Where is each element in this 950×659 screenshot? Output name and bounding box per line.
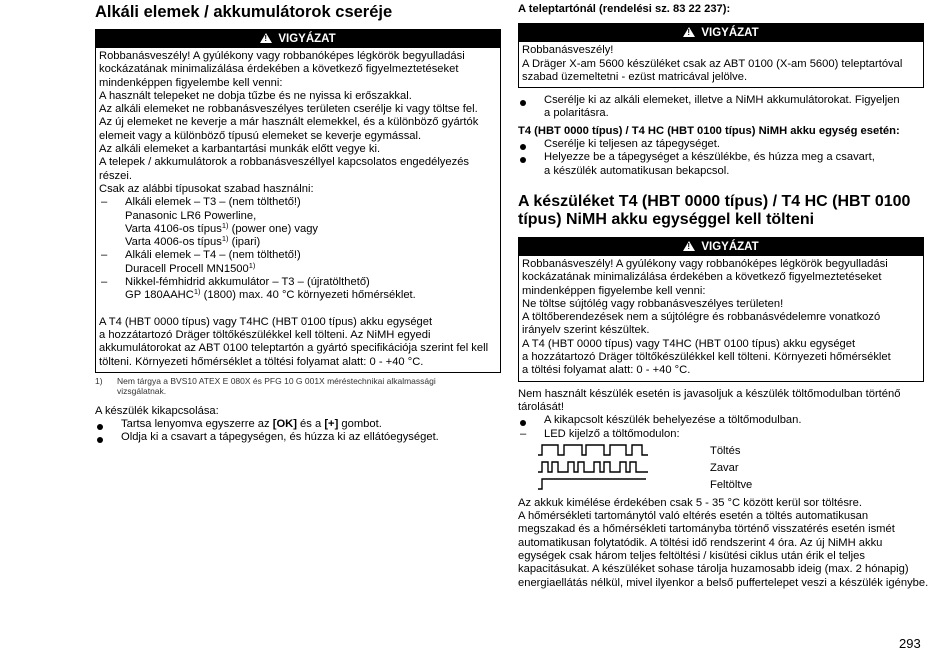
- page-number: 293: [899, 636, 921, 651]
- warning-body: [519, 256, 923, 381]
- storage-note: tárolását!: [518, 400, 565, 413]
- battery-type-label: Alkáli elemek – T4 – (nem tölthető!): [125, 249, 301, 262]
- step-text: Helyezze be a tápegységet a készülékbe, és húzza meg a csavart,: [544, 151, 875, 164]
- list-item: [518, 414, 924, 427]
- warning-triangle-icon: [260, 33, 272, 43]
- warning-line: kockázatának minimalizálása érdekében a következő figyelmeztetéseket: [522, 271, 882, 284]
- warning-body: [96, 48, 500, 372]
- list-item: [95, 418, 501, 431]
- battery-type-nimh-t3: [99, 276, 497, 289]
- warning-box-batteries: [95, 29, 501, 373]
- step-text: Oldja ki a csavart a tápegységen, és húzza ki az ellátóegységet.: [121, 431, 439, 444]
- warning-line: a töltési folyamat alatt: 0 - +40 °C.: [522, 364, 691, 377]
- charging-info-line: automatikusan folytatódik. A töltési idő rendszerint 4 óra. Az új NiMH akku: [518, 536, 883, 549]
- warning-label: VIGYÁZAT: [701, 27, 759, 40]
- charging-info-line: Az akkuk kimélése érdekében csak 5 - 35 °C között kerül sor töltésre.: [518, 496, 862, 509]
- led-row-charging: [518, 443, 924, 460]
- battery-type-alkaline-t4: [99, 249, 497, 262]
- charging-info-line: megszakad és a hőmérsékleti tartományba történő visszatérés esetén ismét: [518, 523, 895, 536]
- warning-triangle-icon: [683, 27, 695, 37]
- battery-model-suffix: (ipari): [228, 236, 261, 249]
- list-item: [518, 151, 924, 178]
- led-pulse-slow-icon: [538, 443, 648, 457]
- bullet-icon: [520, 144, 526, 150]
- footnote-text: vizsgálatnak.: [117, 386, 167, 397]
- charging-info-line: egységek csak három teljes feltöltési / kisütési ciklus után érik el teljes: [518, 550, 865, 563]
- warning-line: irányelv szerint készültek.: [522, 324, 650, 337]
- step-text: LED kijelző a töltőmodulon:: [544, 427, 680, 440]
- led-pulse-fast-icon: [538, 460, 648, 474]
- warning-triangle-icon: [683, 241, 695, 251]
- led-state-label: Zavar: [710, 461, 739, 474]
- warning-header: [519, 24, 923, 42]
- list-item: [518, 428, 924, 441]
- section-title-charging: [518, 193, 924, 229]
- warning-line: A telepek / akkumulátorok a robbanásveszéllyel kapcsolatos engedélyezés: [99, 156, 470, 169]
- battery-type-label: Nikkel-fémhidrid akkumulátor – T3 – (újratölthető): [125, 276, 370, 289]
- warning-line: részei.: [99, 169, 132, 182]
- charge-info-line: a hozzátartozó Dräger töltőkészülékkel kell tölteni. Az NiMH egyedi: [99, 328, 431, 341]
- battery-type-alkaline-t3: [99, 196, 497, 209]
- battery-model-name: Duracell Procell MN1500: [125, 262, 249, 275]
- charging-info-line: energiaellátás nélkül, mivel ilyenkor a belső puffertelepet veszi a készülék igénybe.: [518, 576, 929, 589]
- footnote-ref: 1): [248, 260, 256, 270]
- warning-header: [519, 238, 923, 256]
- step-text: Tartsa lenyomva egyszerre az: [121, 418, 273, 431]
- bullet-icon: [97, 437, 103, 443]
- footnote-number: 1): [95, 375, 103, 386]
- charge-info-line: akkumulátorokat az ABT 0100 teleptartón a gyártó specifikációja szerint fel kell: [99, 342, 489, 355]
- warning-label: VIGYÁZAT: [701, 240, 759, 253]
- warning-line: kockázatának minimalizálása érdekében a következő figyelmeztetéseket: [99, 63, 459, 76]
- list-item: [95, 431, 501, 444]
- led-steady-icon: [538, 477, 648, 491]
- dash-marker: –: [101, 196, 108, 209]
- warning-box-charging: [518, 237, 924, 382]
- right-column: [518, 0, 929, 590]
- switch-off-heading: A készülék kikapcsolása:: [95, 404, 219, 417]
- ok-key-label: [OK]: [272, 418, 297, 431]
- charge-info-line: A T4 (HBT 0000 típus) vagy T4HC (HBT 0100 típus) akku egységet: [99, 315, 433, 328]
- warning-line: A töltőberendezések nem a sújtólégre és robbanásvédelemre vonatkozó: [522, 311, 881, 324]
- warning-line: Robbanásveszély!: [522, 44, 614, 57]
- footnote-line: [95, 376, 501, 387]
- warning-line: Az alkáli elemeket ne robbanásveszélyes területen cserélje ki vagy töltse fel.: [99, 103, 478, 116]
- footnote-ref: 1): [193, 287, 201, 297]
- warning-line: A T4 (HBT 0000 típus) vagy T4HC (HBT 0100 típus) akku egységet: [522, 337, 856, 350]
- dash-marker: –: [101, 276, 108, 289]
- bullet-icon: [520, 157, 526, 163]
- battery-model: [99, 289, 497, 302]
- footnote: [95, 376, 501, 397]
- battery-model: [99, 220, 497, 236]
- step-text: A kikapcsolt készülék behelyezése a töltőmodulban.: [544, 414, 802, 427]
- warning-line: Az új elemeket ne keverje a már használt elemekkel, és a különböző gyártók: [99, 116, 479, 129]
- led-legend: [518, 443, 924, 494]
- warning-line: Robbanásveszély! A gyúlékony vagy robbanóképes légkörök begyulladási: [99, 50, 465, 62]
- battery-type-label: Alkáli elemek – T3 – (nem tölthető!): [125, 196, 301, 209]
- step-text: gombot.: [338, 418, 382, 431]
- warning-box-holder: [518, 23, 924, 88]
- holder-heading: A teleptartónál (rendelési sz. 83 22 237):: [518, 3, 731, 15]
- battery-model-name: GP 180AAHC: [125, 289, 194, 302]
- bullet-icon: [520, 100, 526, 106]
- warning-line: mindenképpen figyelembe kell venni:: [99, 76, 283, 89]
- warning-line: A használt telepeket ne dobja tűzbe és ne nyissa ki erőszakkal.: [99, 89, 412, 102]
- warning-line: elemeit vagy a különböző típusú elemeket se keverje egymással.: [99, 129, 422, 142]
- battery-model: [99, 260, 497, 276]
- battery-model: [99, 236, 497, 249]
- battery-model: Panasonic LR6 Powerline,: [125, 209, 257, 222]
- plus-key-label: [+]: [324, 418, 339, 431]
- step-text: és a: [296, 418, 325, 431]
- list-item: [518, 94, 924, 121]
- battery-model-suffix: (1800) max. 40 °C környezeti hőmérséklet.: [200, 289, 416, 302]
- title-line: típus) NiMH akku egységgel kell tölteni: [518, 210, 815, 228]
- footnote-ref: 1): [221, 234, 229, 244]
- warning-body: [519, 42, 923, 87]
- nimh-exchange-heading: T4 (HBT 0000 típus) / T4 HC (HBT 0100 típus) NiMH akku egység esetén:: [518, 124, 900, 137]
- storage-note: Nem használt készülék esetén is javasoljuk a készülék töltőmodulban történő: [518, 387, 901, 400]
- bullet-icon: [520, 420, 526, 426]
- step-text: Cserélje ki az alkáli elemeket, illetve a NiMH akkumulátorokat. Figyeljen: [544, 94, 900, 107]
- led-state-label: Feltöltve: [710, 478, 753, 491]
- battery-model-suffix: (power one) vagy: [228, 222, 319, 235]
- warning-line: A Dräger X-am 5600 készüléket csak az ABT 0100 (X-am 5600) teleptartóval: [522, 57, 903, 70]
- section-title-battery-replacement: Alkáli elemek / akkumulátorok cseréje: [95, 3, 393, 21]
- footnote-text: Nem tárgya a BVS10 ATEX E 080X és PFG 10 G 001X méréstechnikai alkalmassági: [117, 375, 436, 386]
- charging-info-line: A hőmérsékleti tartománytól való eltérés esetén a töltés automatikusan: [518, 510, 869, 523]
- dash-marker: –: [520, 427, 527, 440]
- led-row-fault: [518, 460, 924, 477]
- warning-line: mindenképpen figyelembe kell venni:: [522, 284, 706, 297]
- battery-model-name: Varta 4106-os típus: [125, 222, 222, 235]
- left-column: [95, 0, 501, 445]
- led-state-label: Töltés: [710, 444, 741, 457]
- warning-line: szabad üzemeltetni - ezüst matricával jelölve.: [522, 70, 748, 83]
- battery-model-name: Varta 4006-os típus: [125, 236, 222, 249]
- step-text: a készülék automatikusan bekapcsol.: [544, 164, 730, 177]
- step-text: Cserélje ki teljesen az tápegységet.: [544, 138, 720, 151]
- warning-line: Az alkáli elemeket a karbantartási munkák előtt vegye ki.: [99, 143, 381, 156]
- bullet-icon: [97, 424, 103, 430]
- footnote-line: [95, 386, 501, 397]
- list-item: [518, 138, 924, 151]
- warning-header: [96, 30, 500, 48]
- charging-info-line: kapacitásukat. A készüléket sohase tárolja huzamosabb ideig (max. 2 hónapig): [518, 563, 909, 576]
- warning-line: a hozzátartozó Dräger töltőkészülékkel kell tölteni. Környezeti hőmérséklet: [522, 351, 891, 364]
- warning-line: Robbanásveszély! A gyúlékony vagy robbanóképes légkörök begyulladási: [522, 257, 888, 270]
- led-row-charged: [518, 477, 924, 494]
- warning-line: Csak az alábbi típusokat szabad használni:: [99, 182, 314, 195]
- warning-label: VIGYÁZAT: [278, 33, 336, 45]
- charge-info-line: tölteni. Környezeti hőmérséklet a töltési folyamat alatt: 0 - +40 °C.: [99, 355, 424, 368]
- warning-line: Ne töltse sújtólég vagy robbanásveszélyes területen!: [522, 297, 784, 310]
- dash-marker: –: [101, 249, 108, 262]
- title-line: A készüléket T4 (HBT 0000 típus) / T4 HC (HBT 0100: [518, 192, 911, 210]
- step-text: a polaritásra.: [544, 107, 609, 120]
- footnote-ref: 1): [221, 220, 229, 230]
